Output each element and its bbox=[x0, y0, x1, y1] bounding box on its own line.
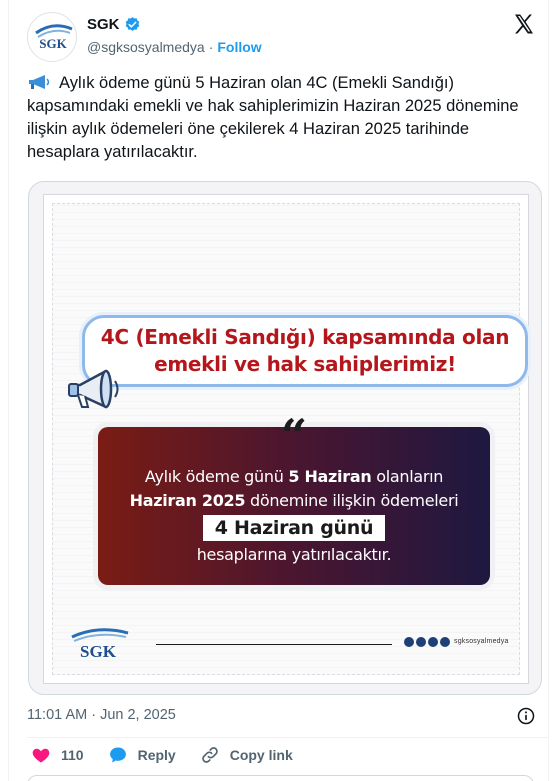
tweet-card bbox=[8, 0, 549, 781]
poster-footer bbox=[64, 625, 508, 665]
tweet-image[interactable] bbox=[28, 181, 542, 695]
sgk-logo-icon bbox=[28, 13, 77, 62]
headline-line-2: emekli ve hak sahiplerimiz! bbox=[154, 352, 456, 376]
copy-link-button[interactable] bbox=[200, 745, 293, 765]
info-icon[interactable] bbox=[516, 706, 536, 726]
svg-text:SGK: SGK bbox=[39, 36, 67, 51]
footer-handle: sgksosyalmedya bbox=[454, 638, 509, 645]
reply-icon bbox=[108, 745, 128, 765]
tweet-body: Aylık ödeme günü 5 Haziran olan 4C (Emekli Sandığı) kapsamındaki emekli ve hak sahiplerimizin Haziran 2025 dönemine ilişkin aylık ödemeleri öne çekilerek 4 Haziran 2025 tarihinde hesaplara yatırılacaktır. bbox=[27, 74, 519, 161]
like-button[interactable] bbox=[31, 745, 84, 765]
copy-link-label: Copy link bbox=[229, 747, 293, 763]
svg-text:SGK: SGK bbox=[80, 642, 116, 661]
handle-row bbox=[87, 39, 262, 55]
quote-text: Aylık ödeme günü 5 Haziran olanların Haziran 2025 dönemine ilişkin ödemeleri 4 Haziran günü hesaplarına yatırılacaktır. bbox=[129, 467, 459, 564]
megaphone-icon bbox=[27, 73, 53, 91]
reply-button[interactable] bbox=[108, 745, 176, 765]
divider bbox=[27, 737, 548, 738]
reply-label: Reply bbox=[137, 747, 176, 763]
headline-bubble bbox=[82, 315, 528, 387]
x-logo-icon[interactable] bbox=[512, 12, 536, 36]
link-icon bbox=[200, 745, 220, 765]
headline-line-1: 4C (Emekli Sandığı) kapsamında olan bbox=[100, 325, 510, 349]
read-replies-pill[interactable] bbox=[27, 775, 534, 781]
tweet-text bbox=[27, 72, 537, 164]
instagram-icon bbox=[416, 637, 426, 647]
footer-line bbox=[156, 644, 392, 645]
handle[interactable]: @sgksosyalmedya bbox=[87, 39, 205, 55]
avatar[interactable] bbox=[27, 12, 77, 62]
timestamp[interactable]: 11:01 AM · Jun 2, 2025 bbox=[27, 707, 176, 723]
follow-button[interactable]: Follow bbox=[217, 39, 262, 55]
footer-sgk-logo-icon bbox=[68, 625, 130, 663]
action-bar bbox=[31, 745, 317, 765]
quote-mark: “ bbox=[280, 409, 308, 463]
name-row bbox=[87, 16, 141, 33]
date-highlight: 4 Haziran günü bbox=[203, 515, 385, 541]
display-name[interactable]: SGK bbox=[87, 16, 120, 33]
youtube-icon bbox=[440, 637, 450, 647]
verified-badge-icon bbox=[124, 16, 141, 33]
quote-box bbox=[98, 409, 490, 585]
facebook-icon bbox=[404, 637, 414, 647]
like-count: 110 bbox=[61, 747, 84, 763]
social-icons bbox=[404, 637, 450, 647]
poster-megaphone-icon bbox=[66, 365, 126, 417]
x-icon bbox=[428, 637, 438, 647]
separator: · bbox=[208, 39, 214, 55]
heart-icon bbox=[31, 745, 51, 765]
poster bbox=[43, 194, 529, 684]
